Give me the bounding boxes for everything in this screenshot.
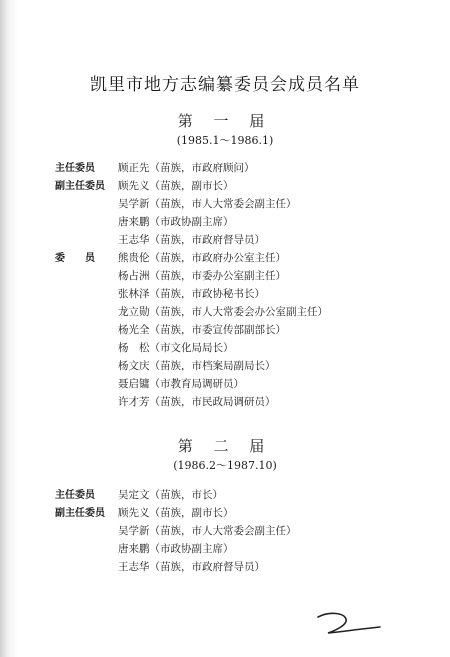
session-2-dates: (1986.2～1987.10) xyxy=(173,459,277,472)
member-entry: 吴学新（苗族，市人大常委会副主任） xyxy=(118,198,297,210)
member-entry: 聂启镛（市教育局调研员） xyxy=(118,378,244,390)
member-entry: 吴学新（苗族，市人大常委会副主任） xyxy=(118,525,297,537)
session-1-row xyxy=(55,358,276,374)
session-1-title: 第 一 届 xyxy=(177,112,273,130)
session-1-row xyxy=(55,286,265,302)
handwritten-pen-mark xyxy=(310,605,390,640)
session-2-row xyxy=(55,487,223,503)
role-label: 主任委员 xyxy=(55,163,95,174)
session-1-row xyxy=(55,196,297,212)
member-entry: 杨光全（苗族，市委宣传部副部长） xyxy=(118,324,286,336)
member-entry: 杨 松（市文化局局长） xyxy=(118,342,234,354)
session-1-row xyxy=(55,340,234,356)
session-2-row xyxy=(55,505,234,521)
member-entry: 熊贵伦（苗族，市政府办公室主任） xyxy=(118,252,286,264)
member-entry: 张林泽（苗族，市政协秘书长） xyxy=(118,288,265,300)
member-entry: 王志华（苗族，市政府督导员） xyxy=(118,234,265,246)
scan-shadow-edge xyxy=(0,0,18,657)
session-2-row xyxy=(55,523,297,539)
session-1-row xyxy=(55,304,328,320)
session-1-row xyxy=(55,160,255,176)
member-entry: 许才芳（苗族，市民政局调研员） xyxy=(118,396,276,408)
member-entry: 顾先义（苗族，副市长） xyxy=(118,180,234,192)
document-title: 凯里市地方志编纂委员会成员名单 xyxy=(90,75,360,95)
member-entry: 顾正先（苗族，市政府顾问） xyxy=(118,162,255,174)
session-1-row xyxy=(55,178,234,194)
member-entry: 杨占洲（苗族，市委办公室副主任） xyxy=(118,270,286,282)
role-label: 副主任委员 xyxy=(55,181,105,192)
member-entry: 王志华（苗族，市政府督导员） xyxy=(118,561,265,573)
session-2-row xyxy=(55,541,234,557)
member-entry: 龙立勋（苗族，市人大常委会办公室副主任） xyxy=(118,306,328,318)
session-1-dates: (1985.1～1986.1) xyxy=(176,134,274,147)
session-2-title: 第 二 届 xyxy=(177,437,273,455)
session-1-row xyxy=(55,232,265,248)
session-1-row xyxy=(55,250,286,266)
role-label: 副主任委员 xyxy=(55,508,105,519)
member-entry: 唐来鹏（市政协副主席） xyxy=(118,543,234,555)
session-1-row xyxy=(55,322,286,338)
session-1-row xyxy=(55,214,234,230)
session-1-row xyxy=(55,376,244,392)
session-2-row xyxy=(55,559,265,575)
role-label: 主任委员 xyxy=(55,490,95,501)
member-entry: 吴定文（苗族，市长） xyxy=(118,489,223,501)
session-1-row xyxy=(55,394,276,410)
role-label: 委 员 xyxy=(55,253,95,264)
member-entry: 杨文庆（苗族，市档案局副局长） xyxy=(118,360,276,372)
session-1-row xyxy=(55,268,286,284)
member-entry: 顾先义（苗族，副市长） xyxy=(118,507,234,519)
member-entry: 唐来鹏（市政协副主席） xyxy=(118,216,234,228)
